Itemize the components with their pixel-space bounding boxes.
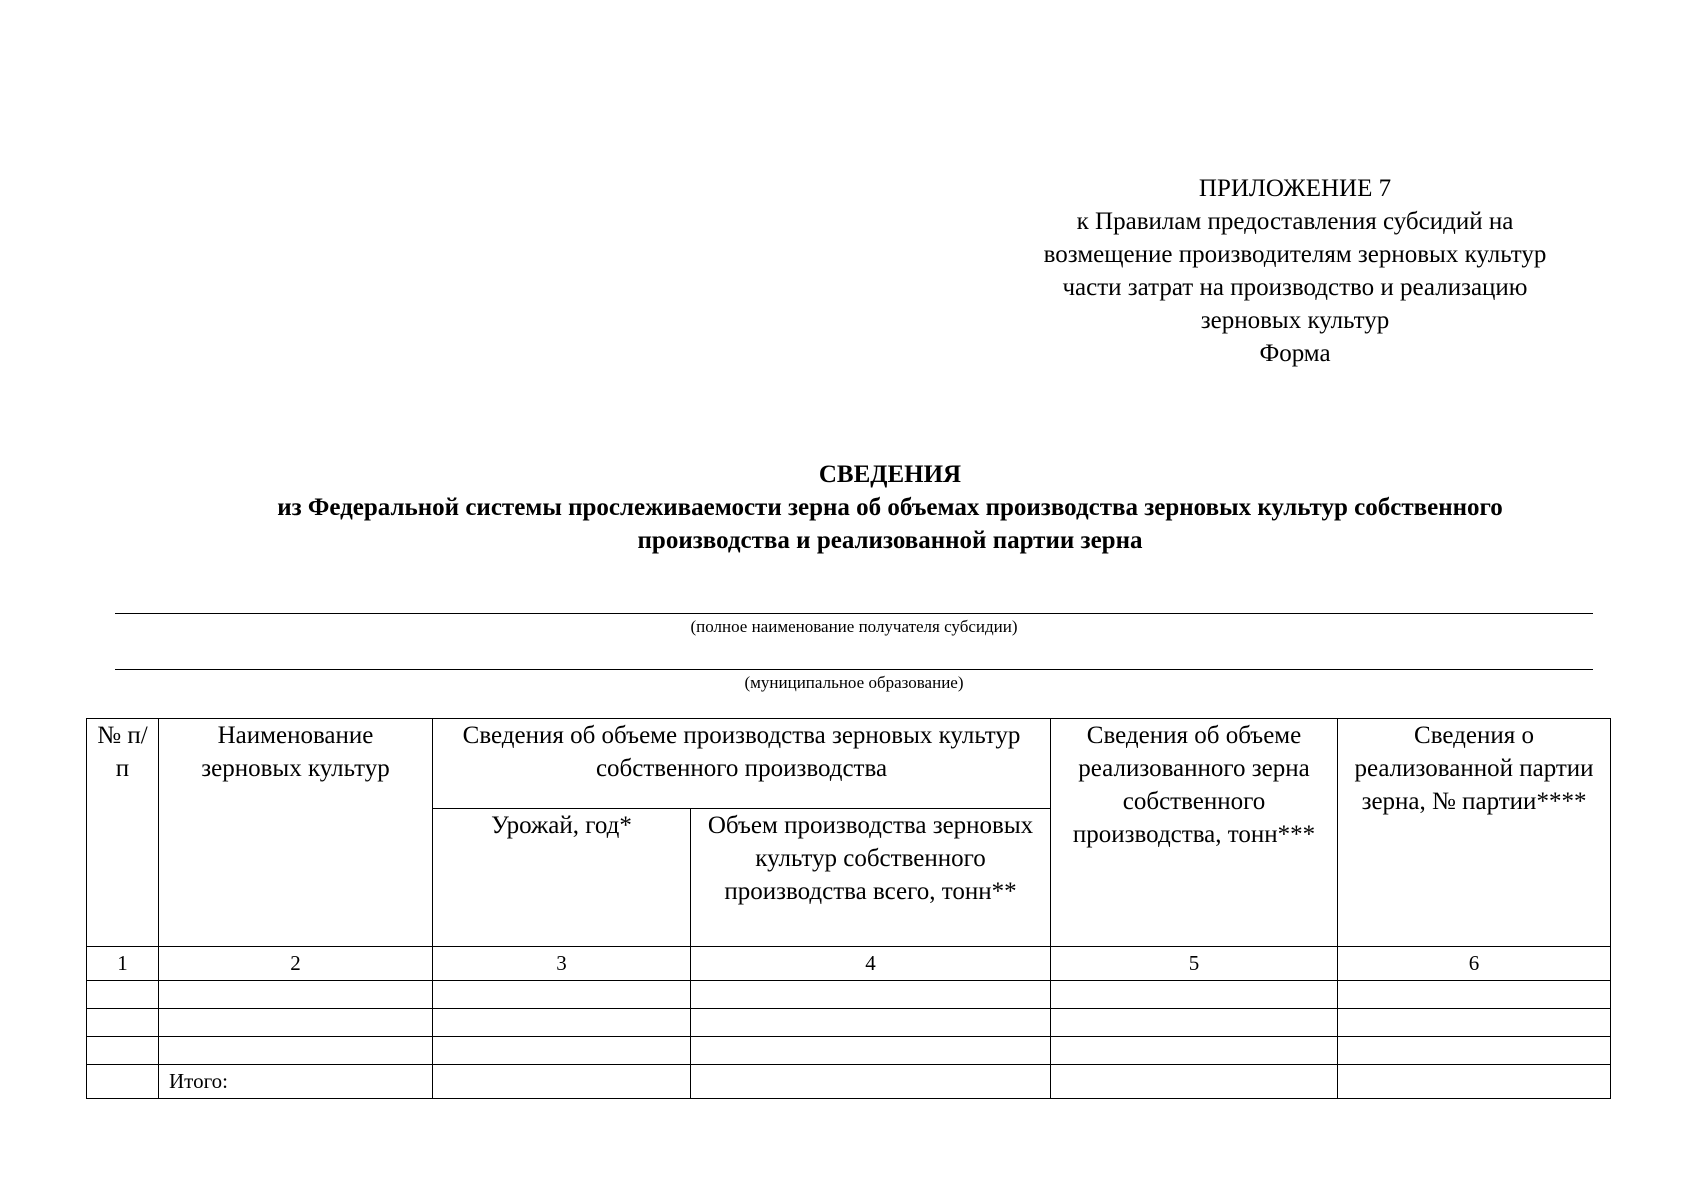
municipality-line[interactable] [115, 669, 1593, 670]
header-crop-name: Наименование зерновых культур [159, 719, 433, 947]
table-cell[interactable] [1051, 1065, 1338, 1099]
table-cell[interactable] [1051, 981, 1338, 1009]
header-production-group: Сведения об объеме производства зерновых культур собственного производства [433, 719, 1051, 809]
recipient-caption: (полное наименование получателя субсидии) [690, 617, 1018, 636]
table-cell[interactable] [691, 1037, 1051, 1065]
column-number: 1 [87, 947, 159, 981]
table-cell[interactable] [87, 1065, 159, 1099]
appendix-line: Форма [1259, 340, 1331, 367]
header-production-volume: Объем производства зерновых культур собственного производства всего, тонн** [691, 809, 1051, 947]
appendix-line: к Правилам предоставления субсидий на [1076, 208, 1514, 235]
municipality-caption: (муниципальное образование) [744, 673, 964, 692]
grain-data-table [86, 718, 1611, 1099]
appendix-line: ПРИЛОЖЕНИЕ 7 [1198, 175, 1392, 202]
table-cell[interactable] [1338, 1037, 1611, 1065]
title-line: из Федеральной системы прослеживаемости зерна об объемах производства зерновых культур собственного [277, 494, 1503, 521]
appendix-line: возмещение производителям зерновых культур [1043, 241, 1547, 268]
appendix-header [980, 172, 1610, 370]
table-cell[interactable] [159, 1037, 433, 1065]
table-cell[interactable] [1051, 1037, 1338, 1065]
table-cell[interactable] [433, 1009, 691, 1037]
table-cell[interactable] [1338, 981, 1611, 1009]
table-row [87, 1009, 1611, 1037]
table-cell[interactable] [433, 981, 691, 1009]
document-title [90, 458, 1690, 557]
table-cell[interactable] [87, 1009, 159, 1037]
table-cell[interactable] [1338, 1009, 1611, 1037]
title-heading: СВЕДЕНИЯ [818, 461, 962, 488]
total-label: Итого: [159, 1065, 433, 1099]
table-cell[interactable] [87, 1037, 159, 1065]
column-number-row [87, 947, 1611, 981]
table-cell[interactable] [159, 1009, 433, 1037]
header-harvest-year: Урожай, год* [433, 809, 691, 947]
header-row-number: № п/п [87, 719, 159, 947]
table-cell[interactable] [433, 1037, 691, 1065]
table-cell[interactable] [1051, 1009, 1338, 1037]
column-number: 2 [159, 947, 433, 981]
table-cell[interactable] [691, 981, 1051, 1009]
column-number: 4 [691, 947, 1051, 981]
table-row [87, 1037, 1611, 1065]
table-cell[interactable] [433, 1065, 691, 1099]
appendix-line: зерновых культур [1200, 307, 1390, 334]
column-number: 5 [1051, 947, 1338, 981]
header-batch-info: Сведения о реализованной партии зерна, № партии**** [1338, 719, 1611, 947]
column-number: 6 [1338, 947, 1611, 981]
table-row [87, 981, 1611, 1009]
column-number: 3 [433, 947, 691, 981]
title-line: производства и реализованной партии зерна [637, 527, 1143, 554]
table-cell[interactable] [691, 1009, 1051, 1037]
appendix-line: части затрат на производство и реализацию [1062, 274, 1528, 301]
header-sold-volume: Сведения об объеме реализованного зерна собственного производства, тонн*** [1051, 719, 1338, 947]
recipient-name-line[interactable] [115, 613, 1593, 614]
table-cell[interactable] [1338, 1065, 1611, 1099]
total-row [87, 1065, 1611, 1099]
table-cell[interactable] [87, 981, 159, 1009]
table-cell[interactable] [159, 981, 433, 1009]
table-cell[interactable] [691, 1065, 1051, 1099]
